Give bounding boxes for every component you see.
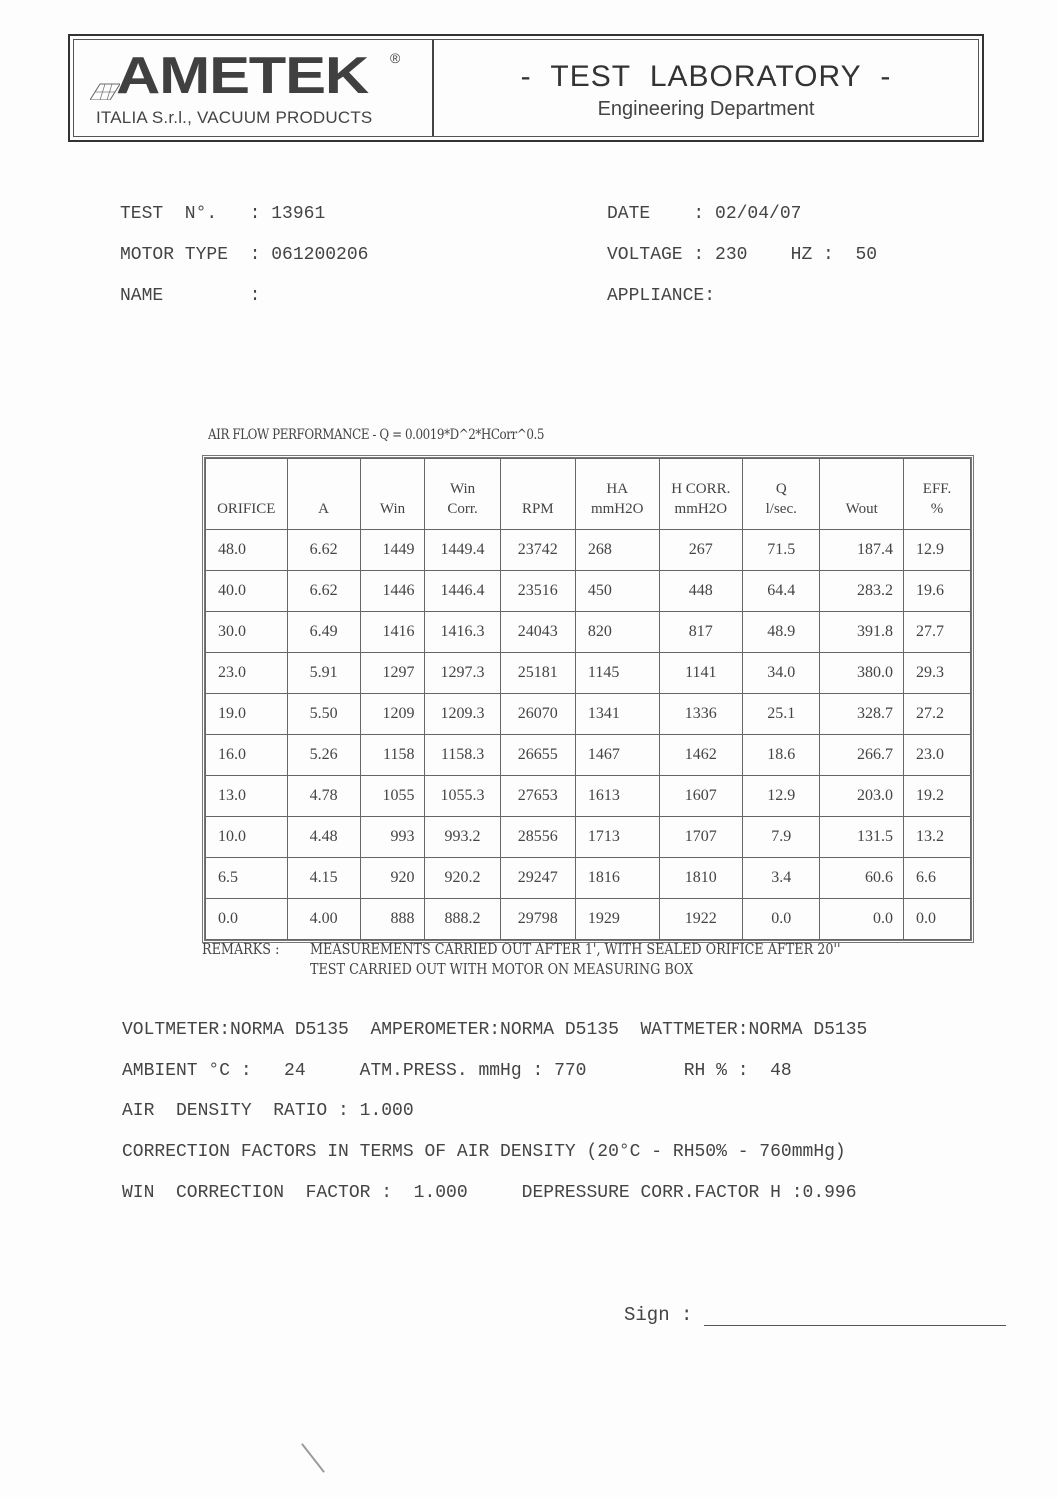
cell-orifice: 6.5 xyxy=(206,858,288,899)
test-number-field xyxy=(120,204,325,224)
department: Engineering Department xyxy=(597,98,815,120)
cell-wout: 60.6 xyxy=(820,858,904,899)
cell-ha: 268 xyxy=(575,530,659,571)
cell-h-corr: 1607 xyxy=(659,776,743,817)
cell-q: 3.4 xyxy=(743,858,820,899)
cell-eff: 0.0 xyxy=(904,899,971,940)
cell-win: 1446 xyxy=(360,571,425,612)
sign-label: Sign : xyxy=(624,1304,693,1326)
cell-eff: 27.2 xyxy=(904,694,971,735)
column-header-line-1 xyxy=(361,479,425,499)
column-header-q xyxy=(743,459,820,530)
cell-orifice: 13.0 xyxy=(206,776,288,817)
column-header-line-1 xyxy=(288,479,360,499)
instruments-line: VOLTMETER:NORMA D5135 AMPEROMETER:NORMA D5135 WATTMETER:NORMA D5135 xyxy=(122,1020,868,1040)
cell-ha: 1145 xyxy=(575,653,659,694)
cell-win-corr: 1209.3 xyxy=(425,694,500,735)
column-header-line-1 xyxy=(820,479,903,499)
ambient-conditions-line: AMBIENT °C : 24 ATM.PRESS. mmHg : 770 RH % : 48 xyxy=(122,1061,792,1081)
cell-h-corr: 448 xyxy=(659,571,743,612)
cell-win: 993 xyxy=(360,817,425,858)
cell-q: 7.9 xyxy=(743,817,820,858)
column-header-h-corr xyxy=(659,459,743,530)
cell-win: 1158 xyxy=(360,735,425,776)
cell-ha: 1467 xyxy=(575,735,659,776)
table-header-row xyxy=(206,459,971,530)
cell-rpm: 25181 xyxy=(500,653,575,694)
cell-orifice: 30.0 xyxy=(206,612,288,653)
remarks-line-1: MEASUREMENTS CARRIED OUT AFTER 1', WITH SEALED ORIFICE AFTER 20'' xyxy=(310,940,841,958)
cell-amps: 6.49 xyxy=(287,612,360,653)
cell-ha: 1713 xyxy=(575,817,659,858)
column-header-line-1 xyxy=(206,479,287,499)
cell-amps: 4.00 xyxy=(287,899,360,940)
cell-win: 1416 xyxy=(360,612,425,653)
column-header-line-2: Win xyxy=(379,501,406,517)
cell-amps: 6.62 xyxy=(287,530,360,571)
cell-ha: 450 xyxy=(575,571,659,612)
cell-h-corr: 1810 xyxy=(659,858,743,899)
column-header-line-1 xyxy=(501,479,575,499)
column-header-line-2: mmH2O xyxy=(674,501,728,517)
win-correction-line: WIN CORRECTION FACTOR : 1.000 DEPRESSURE CORR.FACTOR H :0.996 xyxy=(122,1183,857,1203)
cell-win-corr: 1449.4 xyxy=(425,530,500,571)
column-header-line-2: l/sec. xyxy=(765,501,797,517)
cell-win: 1055 xyxy=(360,776,425,817)
cell-rpm: 26070 xyxy=(500,694,575,735)
appliance-field xyxy=(607,286,715,306)
cell-rpm: 27653 xyxy=(500,776,575,817)
table-row xyxy=(206,858,971,899)
column-header-line-1: H CORR. xyxy=(671,481,731,497)
column-header-line-2: % xyxy=(930,501,944,517)
test-number-value: 13961 xyxy=(271,204,326,224)
cell-h-corr: 1462 xyxy=(659,735,743,776)
company-logo-block xyxy=(74,40,434,136)
cell-wout: 0.0 xyxy=(820,899,904,940)
cell-h-corr: 1922 xyxy=(659,899,743,940)
table-row xyxy=(206,530,971,571)
cell-q: 18.6 xyxy=(743,735,820,776)
table-row xyxy=(206,653,971,694)
column-header-rpm xyxy=(500,459,575,530)
column-header-amps xyxy=(287,459,360,530)
cell-rpm: 26655 xyxy=(500,735,575,776)
cell-wout: 391.8 xyxy=(820,612,904,653)
cell-ha: 1613 xyxy=(575,776,659,817)
cell-amps: 4.15 xyxy=(287,858,360,899)
motor-type-value: 061200206 xyxy=(271,245,369,265)
cell-wout: 328.7 xyxy=(820,694,904,735)
column-header-line-2: mmH2O xyxy=(590,501,644,517)
hz-label: HZ : xyxy=(790,245,834,265)
cell-eff: 12.9 xyxy=(904,530,971,571)
cell-rpm: 28556 xyxy=(500,817,575,858)
appliance-label: APPLIANCE: xyxy=(607,286,716,306)
company-name: ITALIA S.r.l., VACUUM PRODUCTS xyxy=(96,108,373,127)
cell-wout: 266.7 xyxy=(820,735,904,776)
cell-h-corr: 1141 xyxy=(659,653,743,694)
table-caption: AIR FLOW PERFORMANCE - Q = 0.0019*D^2*HCorr^0.5 xyxy=(208,427,545,443)
cell-eff: 23.0 xyxy=(904,735,971,776)
cell-win: 1449 xyxy=(360,530,425,571)
cell-orifice: 23.0 xyxy=(206,653,288,694)
motor-type-label: MOTOR TYPE : xyxy=(120,245,261,265)
voltage-label: VOLTAGE : xyxy=(607,245,705,265)
column-header-line-2: RPM xyxy=(521,501,554,517)
cell-amps: 4.78 xyxy=(287,776,360,817)
cell-win-corr: 1158.3 xyxy=(425,735,500,776)
voltage-value: 230 xyxy=(715,245,748,265)
cell-orifice: 19.0 xyxy=(206,694,288,735)
remarks-label: REMARKS : xyxy=(202,940,280,958)
date-label: DATE : xyxy=(607,204,705,224)
letterhead xyxy=(68,34,984,142)
cell-h-corr: 817 xyxy=(659,612,743,653)
column-header-line-2: ORIFICE xyxy=(217,501,276,517)
cell-wout: 187.4 xyxy=(820,530,904,571)
cell-rpm: 29798 xyxy=(500,899,575,940)
cell-win-corr: 1416.3 xyxy=(425,612,500,653)
cell-win-corr: 920.2 xyxy=(425,858,500,899)
signature-line[interactable] xyxy=(704,1325,1006,1326)
cell-q: 64.4 xyxy=(743,571,820,612)
air-density-line: AIR DENSITY RATIO : 1.000 xyxy=(122,1101,414,1121)
scan-mark xyxy=(301,1443,325,1473)
cell-orifice: 0.0 xyxy=(206,899,288,940)
table-row xyxy=(206,571,971,612)
cell-q: 48.9 xyxy=(743,612,820,653)
lab-title: - TEST LABORATORY - xyxy=(520,60,892,93)
cell-eff: 27.7 xyxy=(904,612,971,653)
column-header-orifice xyxy=(206,459,288,530)
cell-wout: 131.5 xyxy=(820,817,904,858)
cell-wout: 283.2 xyxy=(820,571,904,612)
hz-value: 50 xyxy=(855,245,878,265)
cell-eff: 29.3 xyxy=(904,653,971,694)
column-header-line-2: Corr. xyxy=(447,501,478,517)
cell-win: 920 xyxy=(360,858,425,899)
column-header-line-2: Wout xyxy=(845,501,878,517)
date-field xyxy=(607,204,801,224)
cell-rpm: 23516 xyxy=(500,571,575,612)
cell-eff: 13.2 xyxy=(904,817,971,858)
table-row xyxy=(206,735,971,776)
cell-win-corr: 888.2 xyxy=(425,899,500,940)
cell-win: 888 xyxy=(360,899,425,940)
cell-eff: 19.2 xyxy=(904,776,971,817)
cell-ha: 820 xyxy=(575,612,659,653)
column-header-line-1: Q xyxy=(775,481,787,497)
cell-rpm: 29247 xyxy=(500,858,575,899)
cell-q: 71.5 xyxy=(743,530,820,571)
cell-q: 25.1 xyxy=(743,694,820,735)
cell-q: 34.0 xyxy=(743,653,820,694)
lab-title-block xyxy=(434,40,978,136)
table-body xyxy=(206,530,971,940)
cell-win-corr: 993.2 xyxy=(425,817,500,858)
cell-orifice: 16.0 xyxy=(206,735,288,776)
cell-eff: 19.6 xyxy=(904,571,971,612)
remarks-line-2: TEST CARRIED OUT WITH MOTOR ON MEASURING BOX xyxy=(310,960,694,978)
column-header-line-1: EFF. xyxy=(922,481,952,497)
cell-win: 1297 xyxy=(360,653,425,694)
cell-h-corr: 1336 xyxy=(659,694,743,735)
cell-rpm: 23742 xyxy=(500,530,575,571)
cell-orifice: 48.0 xyxy=(206,530,288,571)
motor-type-field xyxy=(120,245,368,265)
cell-wout: 380.0 xyxy=(820,653,904,694)
cell-amps: 5.91 xyxy=(287,653,360,694)
cell-ha: 1341 xyxy=(575,694,659,735)
cell-wout: 203.0 xyxy=(820,776,904,817)
cell-win-corr: 1446.4 xyxy=(425,571,500,612)
column-header-line-1: Win xyxy=(449,481,476,497)
cell-amps: 5.50 xyxy=(287,694,360,735)
voltage-field xyxy=(607,245,877,265)
column-header-line-1: HA xyxy=(606,481,629,497)
cell-h-corr: 267 xyxy=(659,530,743,571)
cell-orifice: 40.0 xyxy=(206,571,288,612)
cell-q: 12.9 xyxy=(743,776,820,817)
column-header-line-2: A xyxy=(318,501,329,517)
name-field xyxy=(120,286,271,306)
cell-ha: 1929 xyxy=(575,899,659,940)
cell-orifice: 10.0 xyxy=(206,817,288,858)
cell-amps: 6.62 xyxy=(287,571,360,612)
column-header-eff xyxy=(904,459,971,530)
column-header-win-corr xyxy=(425,459,500,530)
table-row xyxy=(206,694,971,735)
cell-amps: 5.26 xyxy=(287,735,360,776)
cell-h-corr: 1707 xyxy=(659,817,743,858)
cell-win-corr: 1297.3 xyxy=(425,653,500,694)
table-row xyxy=(206,612,971,653)
company-logo: AMETEK xyxy=(116,47,369,105)
name-label: NAME : xyxy=(120,286,261,306)
test-number-label: TEST N°. : xyxy=(120,204,261,224)
column-header-win xyxy=(360,459,425,530)
table-row xyxy=(206,817,971,858)
table-row xyxy=(206,776,971,817)
correction-factors-line: CORRECTION FACTORS IN TERMS OF AIR DENSITY (20°C - RH50% - 760mmHg) xyxy=(122,1142,846,1162)
cell-q: 0.0 xyxy=(743,899,820,940)
registered-mark: ® xyxy=(390,50,401,66)
cell-amps: 4.48 xyxy=(287,817,360,858)
cell-rpm: 24043 xyxy=(500,612,575,653)
column-header-wout xyxy=(820,459,904,530)
cell-ha: 1816 xyxy=(575,858,659,899)
airflow-performance-table xyxy=(202,455,974,943)
cell-eff: 6.6 xyxy=(904,858,971,899)
date-value: 02/04/07 xyxy=(715,204,802,224)
cell-win-corr: 1055.3 xyxy=(425,776,500,817)
cell-win: 1209 xyxy=(360,694,425,735)
column-header-ha xyxy=(575,459,659,530)
table-row xyxy=(206,899,971,940)
